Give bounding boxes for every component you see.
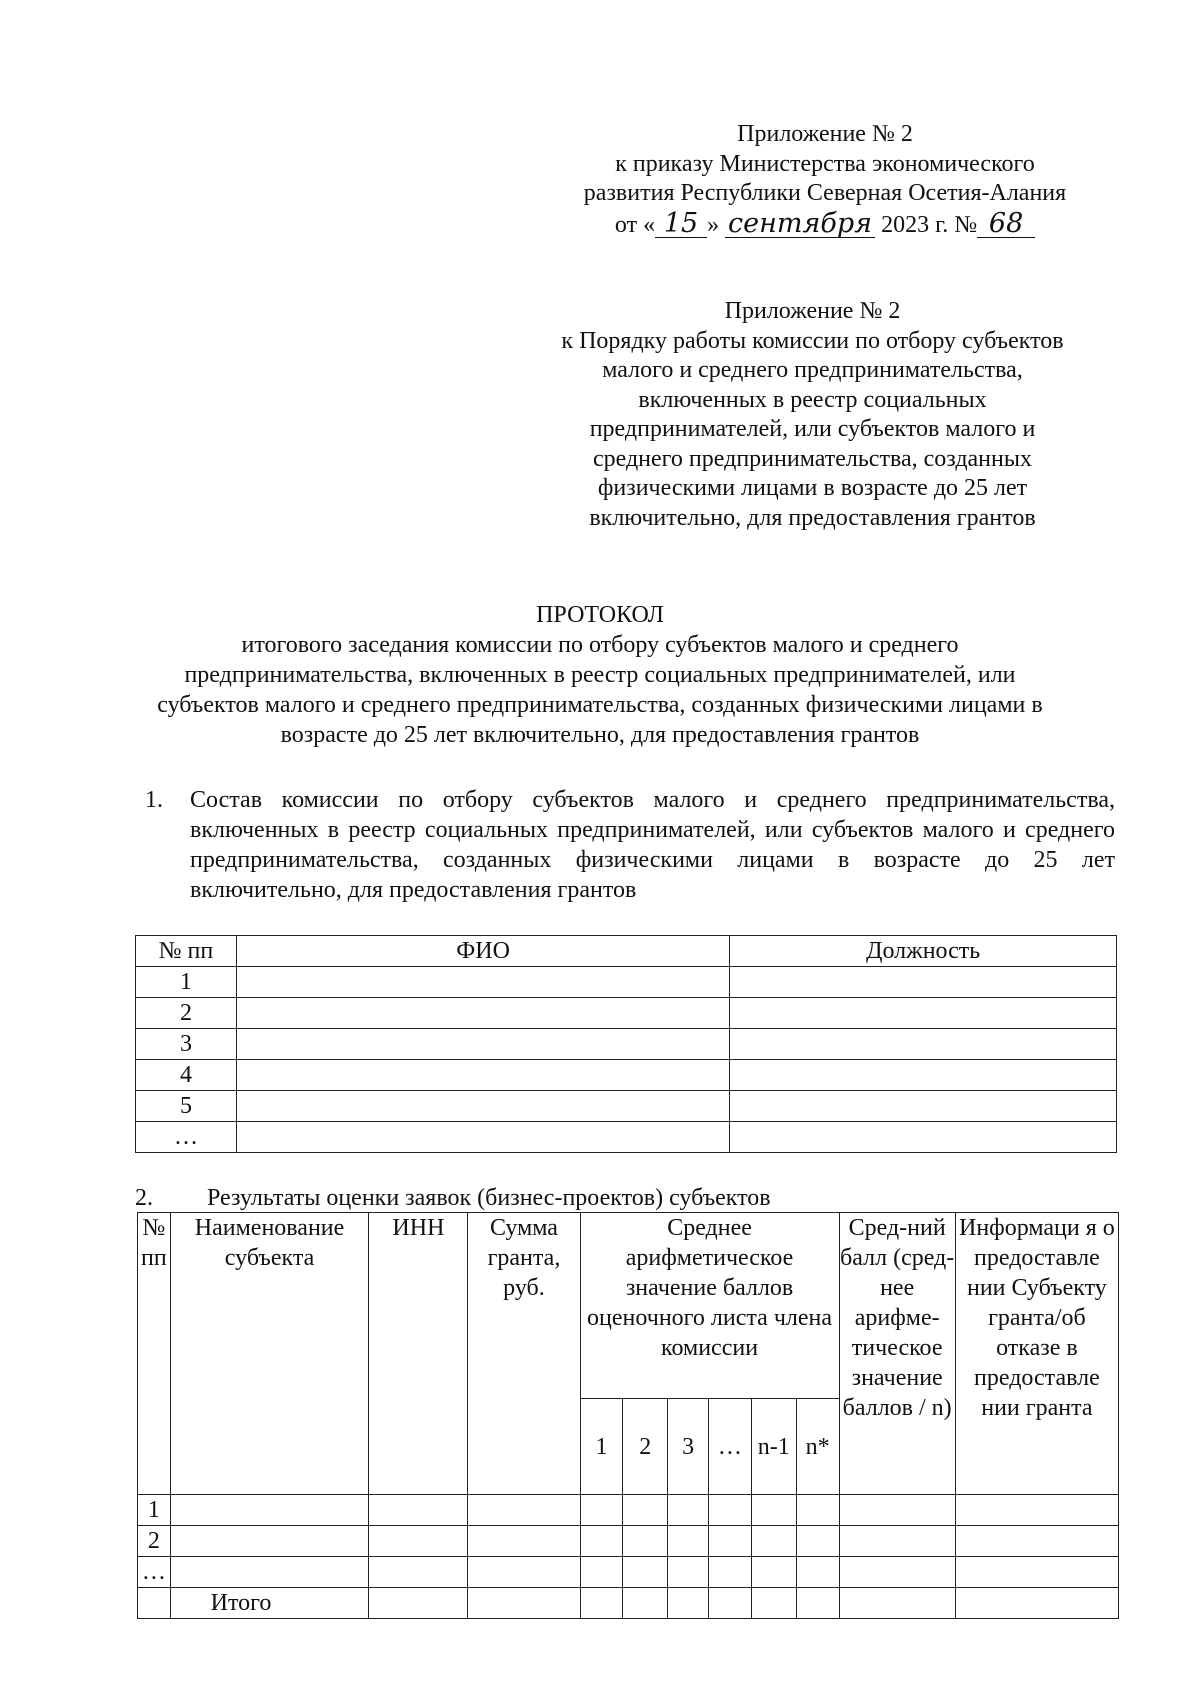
- procedure-header: [525, 297, 1100, 533]
- procedure-header-line: включенных в реестр социальных: [638, 386, 987, 413]
- position-cell: [730, 1060, 1117, 1091]
- table-header-row: [138, 1213, 1119, 1399]
- table-row: [138, 1495, 1119, 1526]
- table-row: [136, 998, 1117, 1029]
- position-cell: [730, 1029, 1117, 1060]
- order-header: [555, 120, 1095, 240]
- table-row: [138, 1526, 1119, 1557]
- protocol-heading: ПРОТОКОЛ: [536, 602, 664, 628]
- protocol-subtitle-line: предпринимательства, включенных в реестр социальных предпринимателей, или: [184, 662, 1016, 688]
- sub-col-2: 2: [623, 1399, 668, 1495]
- row-number: …: [138, 1557, 171, 1588]
- handwritten-day: 15: [655, 211, 707, 238]
- row-number: 1: [138, 1495, 171, 1526]
- procedure-header-line: включительно, для предоставления грантов: [589, 504, 1036, 531]
- sub-col-3: 3: [668, 1399, 709, 1495]
- header-no: № пп: [136, 936, 237, 967]
- section-1-number: 1.: [145, 787, 163, 813]
- procedure-header-line: физическими лицами в возрасте до 25 лет: [597, 475, 1028, 501]
- order-header-line: Приложение № 2: [737, 121, 913, 147]
- header-subject-name: Наименование субъекта: [170, 1213, 369, 1495]
- section-2-heading: [135, 1183, 771, 1213]
- header-mean-score: Сред-ний балл (сред-нее арифме-тическое значение баллов / n): [839, 1213, 955, 1495]
- total-row: [138, 1588, 1119, 1619]
- position-cell: [730, 967, 1117, 998]
- protocol-title: [100, 600, 1100, 750]
- sub-col-ellipsis: …: [709, 1399, 752, 1495]
- fio-cell: [236, 1091, 729, 1122]
- header-avg-score: Среднее арифметическое значение баллов оценочного листа члена комиссии: [580, 1213, 839, 1399]
- header-no: № пп: [138, 1213, 171, 1495]
- procedure-header-line: к Порядку работы комиссии по отбору субъектов: [561, 327, 1064, 354]
- row-number: …: [136, 1122, 237, 1153]
- section-2-title: Результаты оценки заявок (бизнес-проектов) субъектов: [207, 1185, 771, 1211]
- order-header-line: к приказу Министерства экономического: [615, 150, 1035, 177]
- table-row: [136, 1122, 1117, 1153]
- table-header-row: [136, 936, 1117, 967]
- section-2-number: 2.: [135, 1185, 153, 1211]
- table-row: [138, 1557, 1119, 1588]
- table-row: [136, 967, 1117, 998]
- procedure-header-line: малого и среднего предпринимательства,: [602, 357, 1023, 383]
- date-suffix: 2023 г. №: [881, 211, 978, 238]
- handwritten-month: сентября: [725, 211, 875, 238]
- procedure-header-line: предпринимателей, или субъектов малого и: [589, 416, 1036, 442]
- section-1: [145, 785, 1115, 905]
- procedure-header-line: среднего предпринимательства, созданных: [592, 445, 1032, 472]
- row-number: 5: [136, 1091, 237, 1122]
- header-inn: ИНН: [369, 1213, 468, 1495]
- fio-cell: [236, 967, 729, 998]
- sub-col-1: 1: [580, 1399, 623, 1495]
- sub-col-n: n*: [796, 1399, 839, 1495]
- table-row: [136, 1029, 1117, 1060]
- header-position: Должность: [730, 936, 1117, 967]
- protocol-subtitle-line: итогового заседания комиссии по отбору субъектов малого и среднего: [241, 632, 959, 658]
- header-fio: ФИО: [236, 936, 729, 967]
- header-grant-sum: Сумма гранта, руб.: [468, 1213, 580, 1495]
- order-date-line: [555, 207, 1095, 241]
- position-cell: [730, 998, 1117, 1029]
- total-label: Итого: [170, 1588, 369, 1619]
- protocol-subtitle-line: возрасте до 25 лет включительно, для предоставления грантов: [280, 722, 920, 748]
- position-cell: [730, 1091, 1117, 1122]
- handwritten-order-number: 68: [977, 211, 1035, 238]
- protocol-subtitle-line: субъектов малого и среднего предпринимательства, созданных физическими лицами в: [157, 692, 1043, 718]
- date-mid: »: [707, 211, 720, 238]
- position-cell: [730, 1122, 1117, 1153]
- sub-col-n-minus-1: n-1: [751, 1399, 796, 1495]
- fio-cell: [236, 998, 729, 1029]
- procedure-header-line: Приложение № 2: [724, 298, 901, 324]
- row-number: 2: [138, 1526, 171, 1557]
- row-number: 2: [136, 998, 237, 1029]
- row-number: 4: [136, 1060, 237, 1091]
- row-number: 3: [136, 1029, 237, 1060]
- date-prefix: от «: [614, 211, 656, 238]
- table-row: [136, 1060, 1117, 1091]
- fio-cell: [236, 1029, 729, 1060]
- fio-cell: [236, 1122, 729, 1153]
- header-grant-info: Информаци я о предоставле нии Субъекту гранта/об отказе в предоставле нии гранта: [955, 1213, 1118, 1495]
- section-1-text: Состав комиссии по отбору субъектов малого и среднего предпринимательства, включенных в реестр социальных предпринимателей, или субъектов малого и среднего предпринимательства, созданных физическими лицами в возрасте до 25 лет включительно, для предоставления грантов: [190, 787, 1115, 903]
- evaluation-results-table: [137, 1212, 1119, 1619]
- table-row: [136, 1091, 1117, 1122]
- fio-cell: [236, 1060, 729, 1091]
- row-number: 1: [136, 967, 237, 998]
- commission-members-table: [135, 935, 1117, 1153]
- order-header-line: развития Республики Северная Осетия-Алания: [583, 180, 1067, 206]
